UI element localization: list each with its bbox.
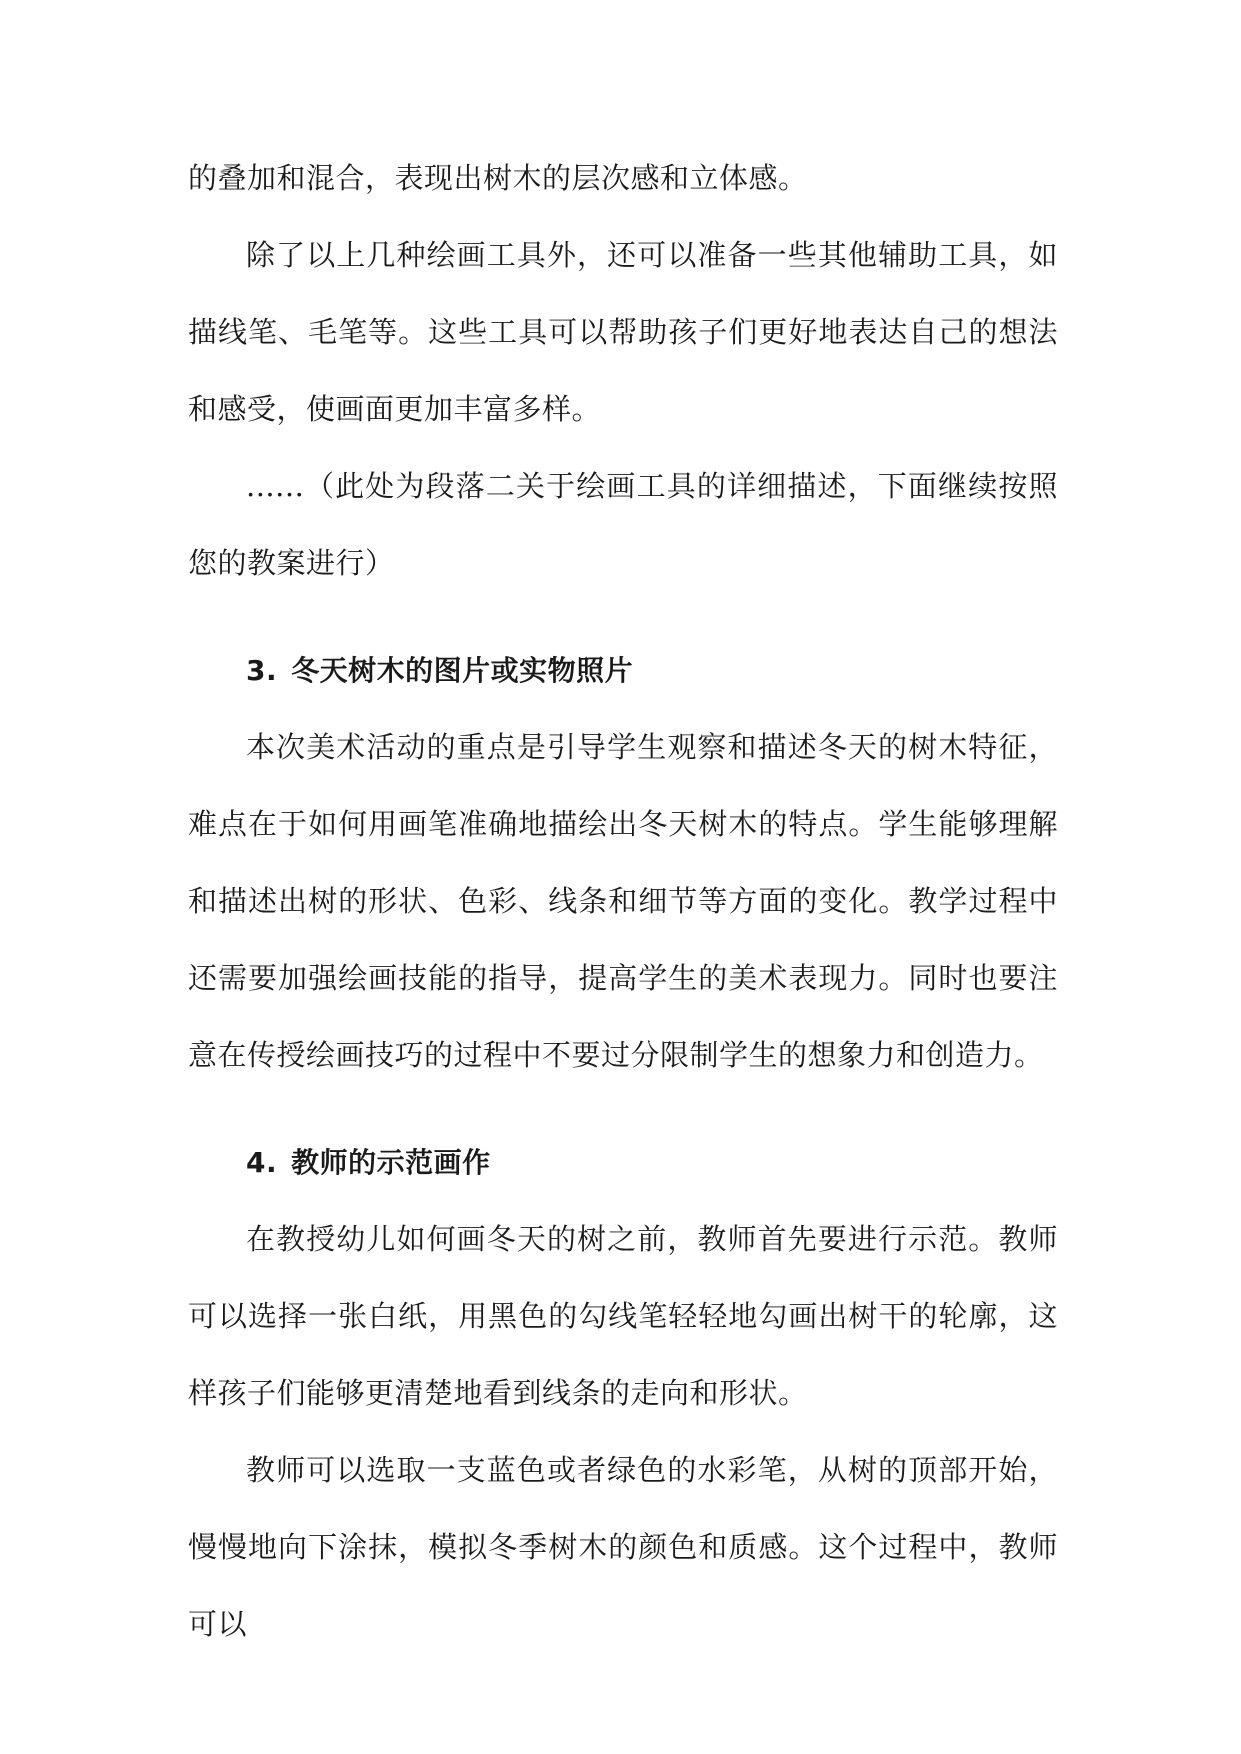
paragraph-auxiliary-tools: 除了以上几种绘画工具外，还可以准备一些其他辅助工具，如描线笔、毛笔等。这些工具可以帮助孩子们更好地表达自己的想法和感受，使画面更加丰富多样。 bbox=[188, 238, 1058, 426]
section-heading-4-text: 教师的示范画作 bbox=[291, 1146, 491, 1179]
section-heading-4-number: 4. bbox=[246, 1146, 278, 1179]
section-gap bbox=[188, 602, 1058, 632]
paragraph-demonstration: 在教授幼儿如何画冬天的树之前，教师首先要进行示范。教师可以选择一张白纸，用黑色的勾线笔轻轻地勾画出树干的轮廓，这样孩子们能够更清楚地看到线条的走向和形状。 bbox=[188, 1222, 1058, 1410]
section-heading-3 bbox=[188, 632, 1058, 709]
paragraph-key-points: 本次美术活动的重点是引导学生观察和描述冬天的树木特征，难点在于如何用画笔准确地描绘出冬天树木的特点。学生能够理解和描述出树的形状、色彩、线条和细节等方面的变化。教学过程中还需要加强绘画技能的指导，提高学生的美术表现力。同时也要注意在传授绘画技巧的过程中不要过分限制学生的想象力和创造力。 bbox=[188, 730, 1058, 1072]
section-heading-3-text: 冬天树木的图片或实物照片 bbox=[291, 654, 634, 687]
section-heading-3-number: 3. bbox=[246, 654, 278, 687]
document-body bbox=[188, 140, 1058, 1663]
paragraph-watercolor: 教师可以选取一支蓝色或者绿色的水彩笔，从树的顶部开始，慢慢地向下涂抹，模拟冬季树木的颜色和质感。这个过程中，教师可以 bbox=[188, 1453, 1058, 1641]
section-heading-4 bbox=[188, 1124, 1058, 1201]
section-gap bbox=[188, 1094, 1058, 1124]
paragraph-placeholder-note: ......（此处为段落二关于绘画工具的详细描述，下面继续按照您的教案进行） bbox=[188, 469, 1058, 580]
paragraph-continuation: 的叠加和混合，表现出树木的层次感和立体感。 bbox=[188, 161, 808, 195]
